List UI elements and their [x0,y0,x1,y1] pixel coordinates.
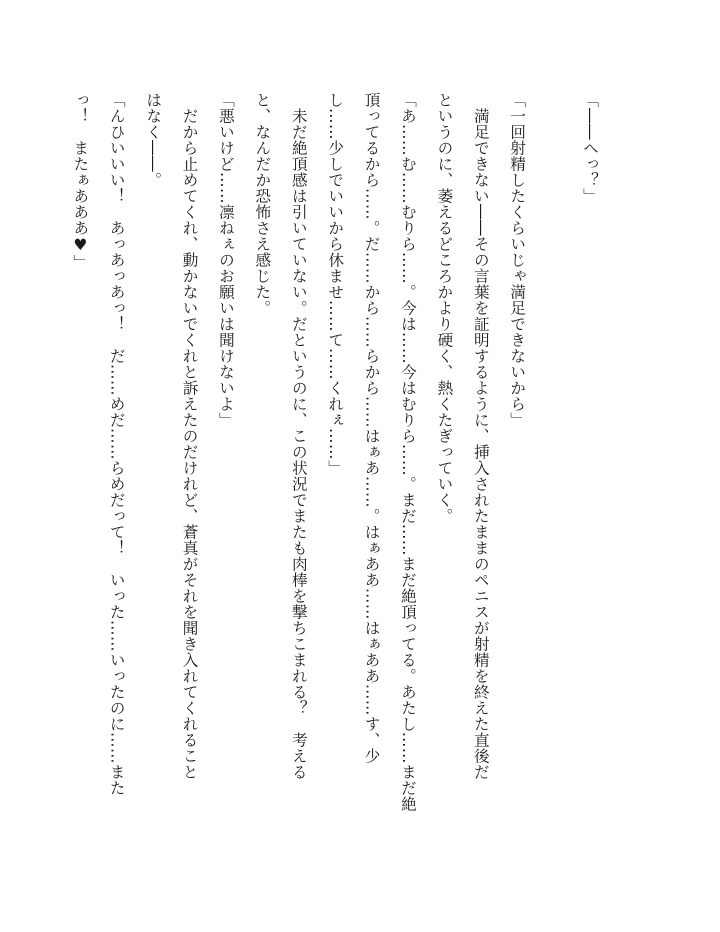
vertical-text-block [62,92,608,872]
blank-line [535,92,571,872]
text-line: 「あ……む……むりら……。今は……今はむりら……。まだ……まだ絶頂ってる。あたし……まだ絶 [398,92,417,812]
text-line: と、なんだか恐怖さえ感じた。 [253,92,272,316]
text-line: 未だ絶頂感は引いていない。だというのに、この状況でまたも肉棒を撃ちこまれる？ 考える [289,92,308,780]
text-line: し……少しでいいから休ませ……て……くれぇ……」 [326,92,345,476]
text-line: 満足できない――その言葉を証明するように、挿入されたままのペニスが射精を終えた直後だ [471,92,490,780]
text-line: 頂ってるから……。だ……から……らから……はぁあ……。はぁああ……はぁああ……す、少 [362,92,381,764]
text-line: というのに、萎えるどころかより硬く、熱くたぎっていく。 [435,92,454,524]
text-line: 「一回射精したくらいじゃ満足できないから」 [508,92,527,428]
text-line: 「悪いけど……凛ねぇのお願いは聞けないよ」 [216,92,235,428]
text-line: っ！ またぁあああ♥」 [71,92,90,271]
text-line: 「んひいいい！ あっあっあっ！ だ……めだ……らめだって！ いった……いったのに……また [107,92,126,796]
text-line: はなく――。 [144,92,163,188]
text-line: 「――へっ？」 [581,92,599,204]
text-line: だから止めてくれ、動かないでくれと訴えたのだけれど、蒼真がそれを聞き入れてくれること [180,92,199,780]
